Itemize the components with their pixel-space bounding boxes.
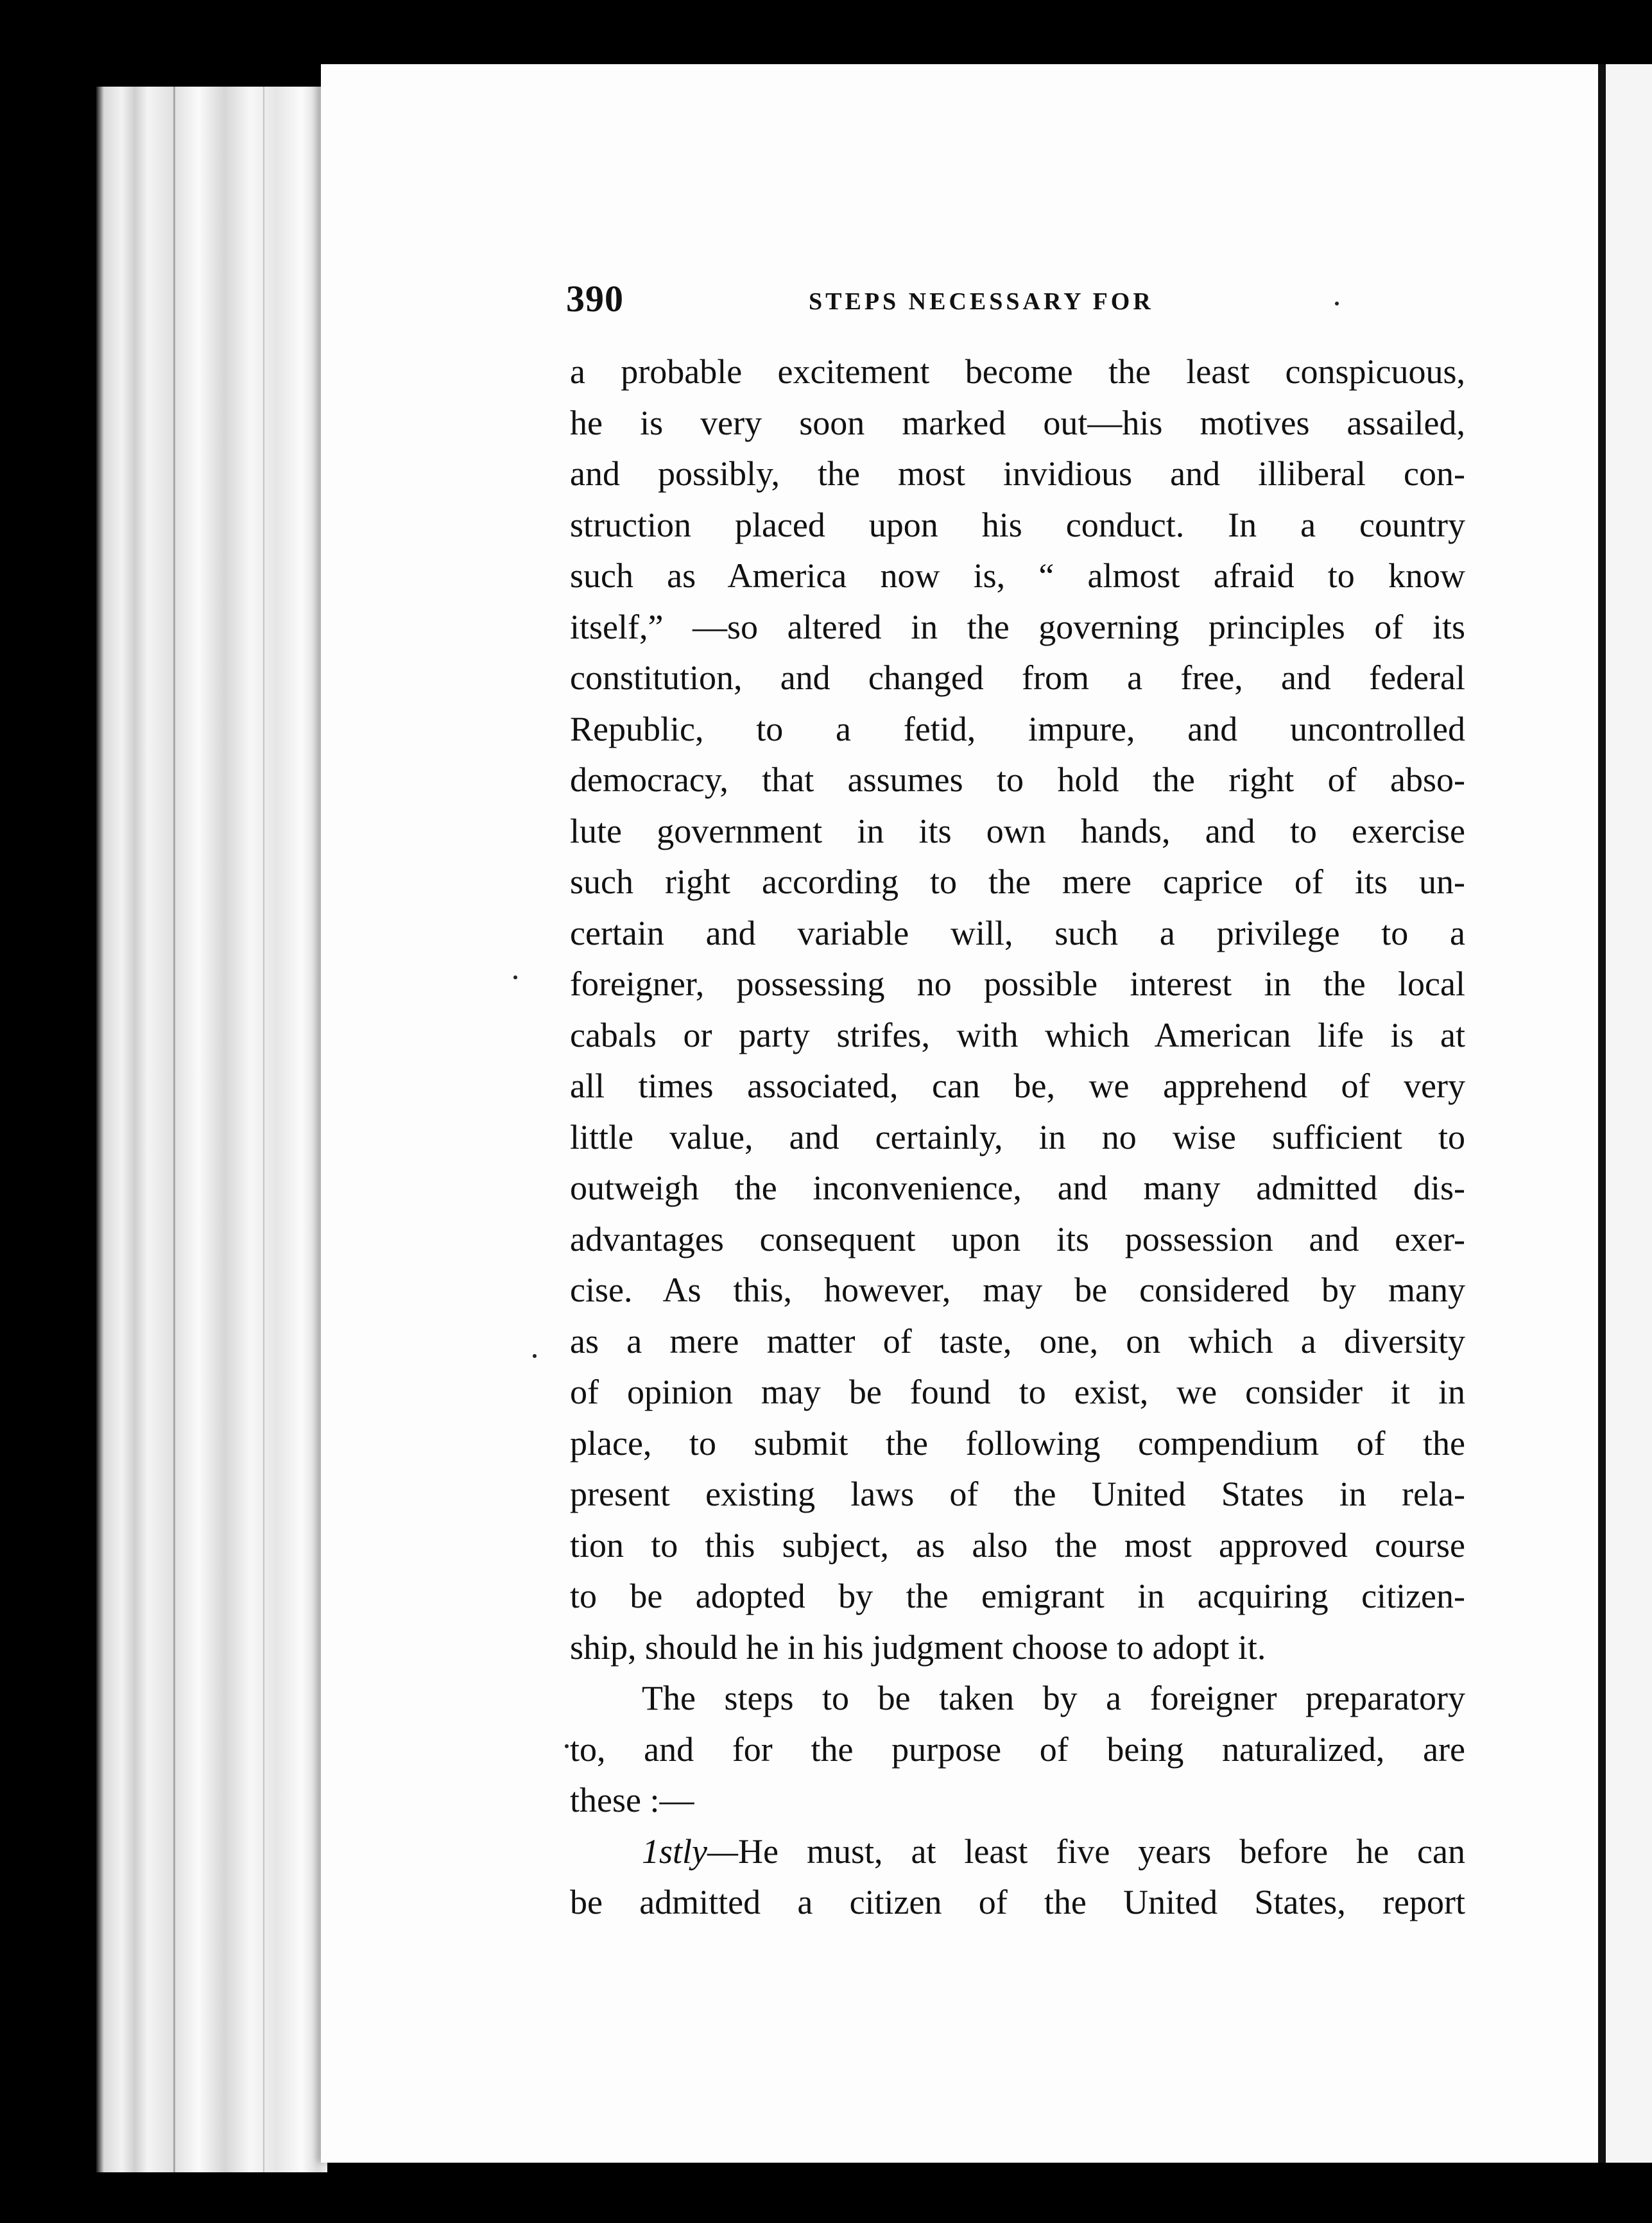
text-line: itself,” —so altered in the governing principles of its [570,607,1465,646]
text-line: and possibly, the most invidious and illiberal con- [570,454,1465,493]
running-title: STEPS NECESSARY FOR [809,288,1154,315]
facing-page-edge [1606,64,1652,2163]
page-gutter [1598,64,1606,2163]
text-line: of opinion may be found to exist, we consider it in [570,1373,1465,1411]
text-line: foreigner, possessing no possible interest in the local [570,965,1465,1003]
scan-speck [533,1354,537,1358]
text-line: The steps to be taken by a foreigner preparatory [642,1679,1465,1717]
page-edges [96,87,327,2172]
text-line: all times associated, can be, we apprehend of very [570,1067,1465,1105]
text-line: such as America now is, “ almost afraid to know [570,556,1465,595]
text-line: he is very soon marked out—his motives assailed, [570,403,1465,442]
text-line: present existing laws of the United States in rela- [570,1475,1465,1513]
text-line: lute government in its own hands, and to exercise [570,811,1465,850]
text-line: little value, and certainly, in no wise sufficient to [570,1117,1465,1156]
text-line: constitution, and changed from a free, and federal [570,658,1465,697]
text-line: certain and variable will, such a privilege to a [570,913,1465,952]
ordinal-label: 1stly— [642,1832,739,1871]
running-head [566,277,1465,329]
text-line-ordinal [570,1826,1465,1878]
text-line: Republic, to a fetid, impure, and uncontrolled [570,709,1465,748]
text-line: outweigh the inconvenience, and many admitted dis- [570,1169,1465,1207]
text-line: struction placed upon his conduct. In a country [570,505,1465,544]
text-line: cise. As this, however, may be considered by many [570,1271,1465,1309]
text-line: ship, should he in his judgment choose to adopt it. [570,1627,1266,1667]
text-line: be admitted a citizen of the United States, report [570,1883,1465,1921]
ordinal-line-text: He must, at least five years before he can [738,1832,1465,1871]
text-line: such right according to the mere caprice of its un- [570,863,1465,901]
text-line: a probable excitement become the least conspicuous, [570,352,1465,391]
text-line: place, to submit the following compendium of the [570,1423,1465,1463]
text-line: to be adopted by the emigrant in acquiring citizen- [570,1577,1465,1615]
text-line: democracy, that assumes to hold the right of abso- [570,760,1465,799]
scan-speck [513,975,517,979]
text-line: tion to this subject, as also the most approved course [570,1525,1465,1565]
text-line: as a mere matter of taste, one, on which a diversity [570,1321,1465,1360]
text-line: cabals or party strifes, with which American life is at [570,1015,1465,1054]
text-line: advantages consequent upon its possession and exer- [570,1219,1465,1258]
scan-speck [565,1744,569,1748]
page-number: 390 [566,278,624,320]
text-line: these :— [570,1781,694,1819]
text-line: to, and for the purpose of being naturalized, are [570,1729,1465,1769]
body-text [570,347,1465,1928]
scan-speck [1335,302,1339,305]
